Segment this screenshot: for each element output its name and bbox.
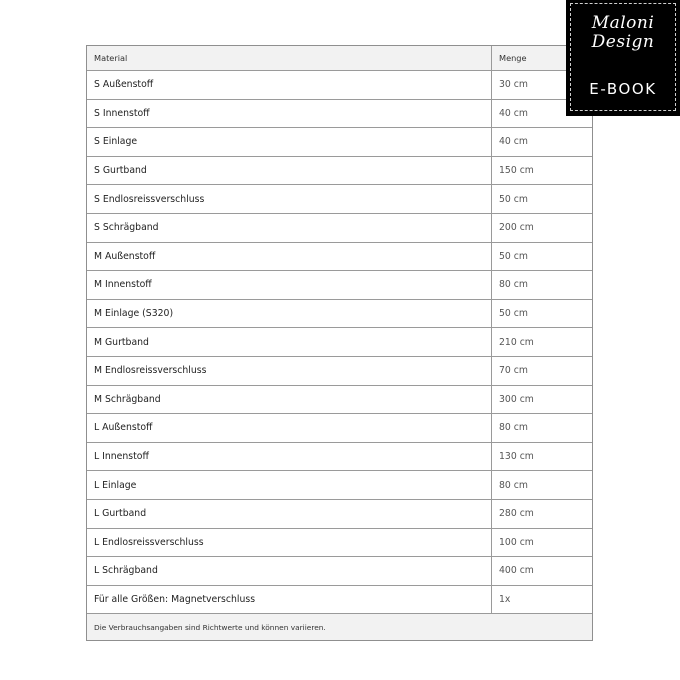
table-row (87, 442, 592, 471)
material-cell: L Schrägband (87, 557, 492, 585)
menge-cell: 1x (499, 593, 511, 605)
material-cell: S Innenstoff (87, 100, 492, 128)
table-row (87, 156, 592, 185)
table-row (87, 385, 592, 414)
menge-cell: 400 cm (499, 565, 534, 577)
material-cell: S Außenstoff (87, 71, 492, 99)
material-cell: M Einlage (S320) (87, 300, 492, 328)
menge-cell: 80 cm (499, 479, 528, 491)
menge-cell: 200 cm (499, 222, 534, 234)
menge-cell: 210 cm (499, 336, 534, 348)
material-table (86, 45, 593, 641)
table-row (87, 184, 592, 213)
material-cell: L Außenstoff (87, 414, 492, 442)
material-cell: L Endlosreissverschluss (87, 529, 492, 557)
table-row (87, 413, 592, 442)
menge-cell: 50 cm (499, 308, 528, 320)
menge-cell: 80 cm (499, 422, 528, 434)
table-header (87, 46, 592, 70)
material-cell: M Endlosreissverschluss (87, 357, 492, 385)
material-cell: M Außenstoff (87, 243, 492, 271)
material-cell: S Endlosreissverschluss (87, 185, 492, 213)
material-cell: Für alle Größen: Magnetverschluss (87, 586, 492, 614)
menge-cell: 150 cm (499, 165, 534, 177)
material-cell: L Einlage (87, 471, 492, 499)
table-row (87, 270, 592, 299)
material-cell: S Gurtband (87, 157, 492, 185)
brand-logo (566, 14, 680, 52)
menge-cell: 50 cm (499, 250, 528, 262)
material-cell: S Schrägband (87, 214, 492, 242)
ebook-badge (566, 0, 680, 116)
table-row (87, 499, 592, 528)
menge-cell: 70 cm (499, 365, 528, 377)
menge-cell: 50 cm (499, 193, 528, 205)
material-cell: M Schrägband (87, 386, 492, 414)
table-row (87, 556, 592, 585)
table-note: Die Verbrauchsangaben sind Richtwerte und können variieren. (87, 613, 592, 640)
table-row (87, 127, 592, 156)
table-row (87, 70, 592, 99)
column-header-material: Material (87, 46, 492, 70)
material-cell: M Gurtband (87, 328, 492, 356)
ebook-label: E-BOOK (589, 80, 657, 98)
menge-cell: 280 cm (499, 508, 534, 520)
menge-cell: 80 cm (499, 279, 528, 291)
brand-logo-line1: Maloni (591, 13, 655, 33)
table-row (87, 242, 592, 271)
table-row (87, 99, 592, 128)
menge-cell: 40 cm (499, 107, 528, 119)
menge-cell: 100 cm (499, 536, 534, 548)
table-row (87, 327, 592, 356)
menge-cell: 30 cm (499, 79, 528, 91)
table-row (87, 299, 592, 328)
menge-cell: 130 cm (499, 451, 534, 463)
table-row (87, 470, 592, 499)
material-cell: M Innenstoff (87, 271, 492, 299)
material-cell: L Gurtband (87, 500, 492, 528)
table-row (87, 528, 592, 557)
brand-logo-line2: Design (591, 32, 655, 52)
column-header-menge: Menge (499, 53, 527, 63)
table-row (87, 213, 592, 242)
material-cell: L Innenstoff (87, 443, 492, 471)
table-row (87, 585, 592, 614)
material-cell: S Einlage (87, 128, 492, 156)
table-row (87, 356, 592, 385)
menge-cell: 40 cm (499, 136, 528, 148)
menge-cell: 300 cm (499, 393, 534, 405)
